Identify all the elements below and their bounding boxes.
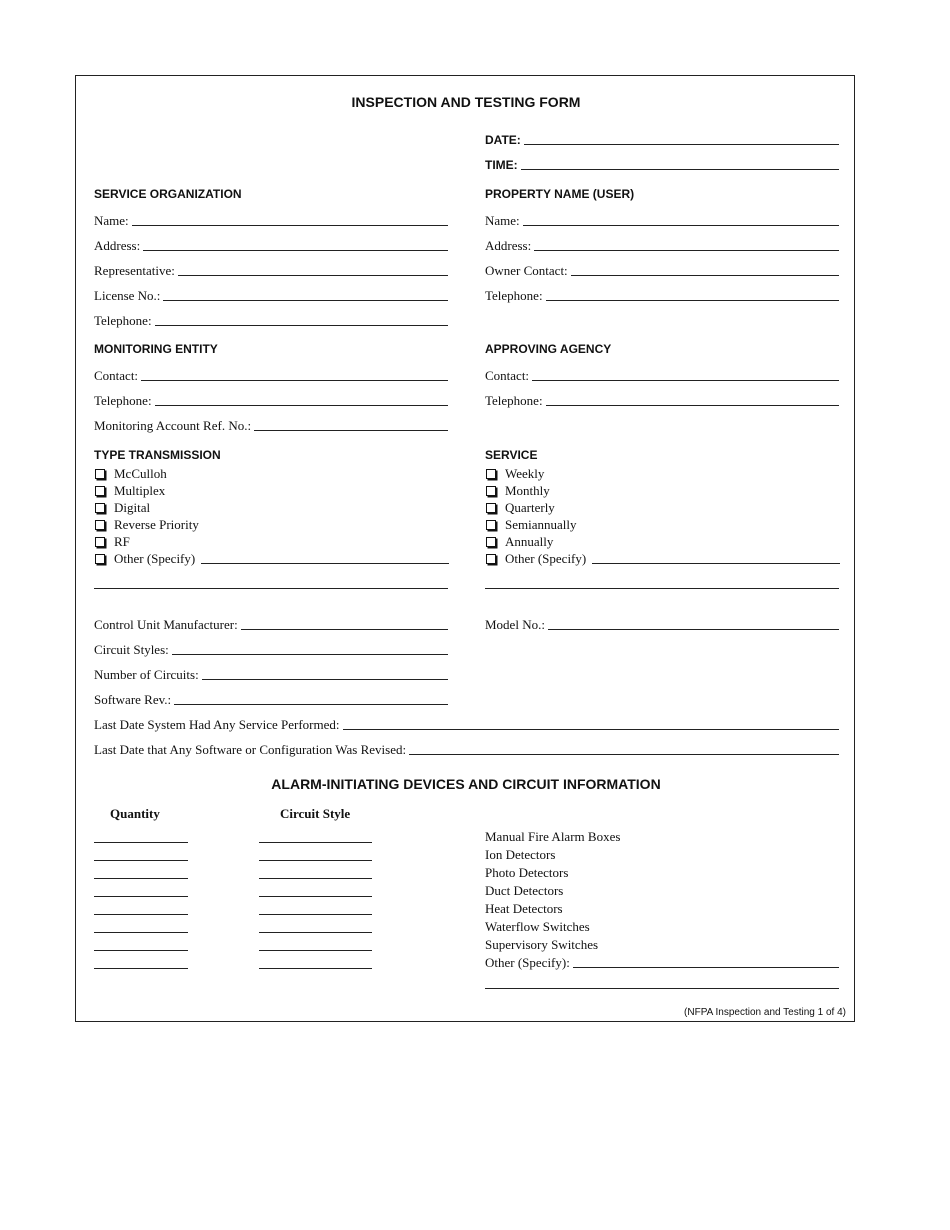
circuit-style-line[interactable] xyxy=(259,968,372,969)
option-label: RF xyxy=(114,533,130,549)
service-org-name-field[interactable] xyxy=(94,210,448,228)
transmission-option-other[interactable] xyxy=(94,550,449,567)
service-option-annually[interactable] xyxy=(485,533,553,550)
device-label: Ion Detectors xyxy=(485,847,556,862)
option-label: Quarterly xyxy=(505,499,555,515)
quantity-line[interactable] xyxy=(94,950,188,951)
model-no-field[interactable] xyxy=(485,614,839,632)
circuit-style-line[interactable] xyxy=(259,932,372,933)
device-label: Supervisory Switches xyxy=(485,937,599,952)
field-label: Software Rev.: xyxy=(94,692,172,707)
circuit-style-line[interactable] xyxy=(259,860,372,861)
service-extra-line[interactable] xyxy=(485,588,839,589)
field-label: Address: xyxy=(485,238,532,253)
form-title: INSPECTION AND TESTING FORM xyxy=(351,94,581,110)
other-specify-line[interactable] xyxy=(201,562,449,564)
date-label: DATE: xyxy=(485,133,521,147)
checkbox-icon[interactable] xyxy=(486,469,496,479)
transmission-option-mcculloh[interactable] xyxy=(94,465,167,482)
checkbox-icon[interactable] xyxy=(95,469,105,479)
option-label: Digital xyxy=(114,499,151,515)
field-label: Last Date that Any Software or Configuration Was Revised: xyxy=(94,742,407,757)
transmission-extra-line[interactable] xyxy=(94,588,448,589)
checkbox-icon[interactable] xyxy=(486,537,496,547)
service-option-other[interactable] xyxy=(485,550,840,567)
circuit-style-column-header: Circuit Style xyxy=(280,806,351,821)
service-heading: SERVICE xyxy=(485,448,538,462)
field-label: License No.: xyxy=(94,288,161,303)
device-label: Waterflow Switches xyxy=(485,919,590,934)
quantity-column-header: Quantity xyxy=(110,806,160,821)
property-owner-contact-field[interactable] xyxy=(485,260,839,278)
field-label: Address: xyxy=(94,238,141,253)
service-option-monthly[interactable] xyxy=(485,482,550,499)
option-label: Monthly xyxy=(505,482,550,498)
property-address-field[interactable] xyxy=(485,235,839,253)
device-label: Heat Detectors xyxy=(485,901,563,916)
device-label: Duct Detectors xyxy=(485,883,564,898)
field-label: Last Date System Had Any Service Performed: xyxy=(94,717,340,732)
checkbox-icon[interactable] xyxy=(486,520,496,530)
last-service-date-field[interactable] xyxy=(94,714,839,732)
service-org-address-field[interactable] xyxy=(94,235,448,253)
circuit-style-line[interactable] xyxy=(259,878,372,879)
field-label: Number of Circuits: xyxy=(94,667,199,682)
quantity-line[interactable] xyxy=(94,860,188,861)
field-label: Name: xyxy=(94,213,129,228)
service-org-heading: SERVICE ORGANIZATION xyxy=(94,187,242,201)
option-label: Reverse Priority xyxy=(114,516,199,532)
field-label: Control Unit Manufacturer: xyxy=(94,617,238,632)
transmission-option-multiplex[interactable] xyxy=(94,482,165,499)
service-option-quarterly[interactable] xyxy=(485,499,555,516)
quantity-line[interactable] xyxy=(94,914,188,915)
service-org-telephone-field[interactable] xyxy=(94,310,448,328)
field-label: Owner Contact: xyxy=(485,263,568,278)
page-footer: (NFPA Inspection and Testing 1 of 4) xyxy=(684,1007,846,1018)
property-heading: PROPERTY NAME (USER) xyxy=(485,187,635,201)
quantity-line[interactable] xyxy=(94,968,188,969)
other-device-extra-line[interactable] xyxy=(485,988,839,989)
other-device-field[interactable] xyxy=(485,952,839,970)
field-label: Contact: xyxy=(94,368,139,383)
form-frame xyxy=(75,75,855,1022)
checkbox-icon[interactable] xyxy=(95,486,105,496)
control-unit-manufacturer-field[interactable] xyxy=(94,614,448,632)
circuit-styles-field[interactable] xyxy=(94,639,448,657)
field-label: Circuit Styles: xyxy=(94,642,169,657)
option-label: Other (Specify) xyxy=(505,550,587,566)
field-label: Other (Specify): xyxy=(485,955,570,970)
quantity-line[interactable] xyxy=(94,932,188,933)
checkbox-icon[interactable] xyxy=(95,503,105,513)
service-org-license-field[interactable] xyxy=(94,285,448,303)
software-rev-field[interactable] xyxy=(94,689,448,707)
service-option-weekly[interactable] xyxy=(485,465,544,482)
date-field[interactable] xyxy=(485,129,839,147)
checkbox-icon[interactable] xyxy=(95,554,105,564)
circuit-style-line[interactable] xyxy=(259,896,372,897)
transmission-option-digital[interactable] xyxy=(94,499,150,516)
approving-heading: APPROVING AGENCY xyxy=(485,342,612,356)
number-of-circuits-field[interactable] xyxy=(94,664,448,682)
other-specify-line[interactable] xyxy=(592,562,840,564)
checkbox-icon[interactable] xyxy=(486,554,496,564)
circuit-style-line[interactable] xyxy=(259,842,372,843)
transmission-option-rf[interactable] xyxy=(94,533,130,550)
field-label: Contact: xyxy=(485,368,530,383)
quantity-line[interactable] xyxy=(94,842,188,843)
option-label: Other (Specify) xyxy=(114,550,196,566)
quantity-line[interactable] xyxy=(94,896,188,897)
service-org-representative-field[interactable] xyxy=(94,260,448,278)
field-label: Name: xyxy=(485,213,520,228)
field-label: Telephone: xyxy=(94,393,152,408)
monitoring-telephone-field[interactable] xyxy=(94,390,448,408)
option-label: Semiannually xyxy=(505,516,577,532)
service-option-semiannually[interactable] xyxy=(485,516,577,533)
time-field[interactable] xyxy=(485,154,839,172)
device-label: Photo Detectors xyxy=(485,865,569,880)
last-software-revision-field[interactable] xyxy=(94,739,839,757)
checkbox-icon[interactable] xyxy=(95,537,105,547)
time-label: TIME: xyxy=(485,158,518,172)
property-telephone-field[interactable] xyxy=(485,285,839,303)
field-label: Telephone: xyxy=(485,288,543,303)
field-label: Telephone: xyxy=(485,393,543,408)
monitoring-account-field[interactable] xyxy=(94,415,448,433)
device-label: Manual Fire Alarm Boxes xyxy=(485,829,621,844)
alarm-devices-heading: ALARM-INITIATING DEVICES AND CIRCUIT INFORMATION xyxy=(271,776,661,792)
checkbox-icon[interactable] xyxy=(95,520,105,530)
quantity-line[interactable] xyxy=(94,878,188,879)
checkbox-icon[interactable] xyxy=(486,503,496,513)
option-label: Annually xyxy=(505,533,554,549)
option-label: McCulloh xyxy=(114,465,167,481)
field-label: Monitoring Account Ref. No.: xyxy=(94,418,252,433)
approving-telephone-field[interactable] xyxy=(485,390,839,408)
checkbox-icon[interactable] xyxy=(486,486,496,496)
property-name-field[interactable] xyxy=(485,210,839,228)
option-label: Weekly xyxy=(505,465,545,481)
field-label: Model No.: xyxy=(485,617,545,632)
monitoring-heading: MONITORING ENTITY xyxy=(94,342,218,356)
transmission-option-reverse-priority[interactable] xyxy=(94,516,199,533)
approving-contact-field[interactable] xyxy=(485,365,839,383)
field-label: Telephone: xyxy=(94,313,152,328)
option-label: Multiplex xyxy=(114,482,166,498)
monitoring-contact-field[interactable] xyxy=(94,365,448,383)
field-label: Representative: xyxy=(94,263,175,278)
transmission-heading: TYPE TRANSMISSION xyxy=(94,448,221,462)
circuit-style-line[interactable] xyxy=(259,950,372,951)
circuit-style-line[interactable] xyxy=(259,914,372,915)
